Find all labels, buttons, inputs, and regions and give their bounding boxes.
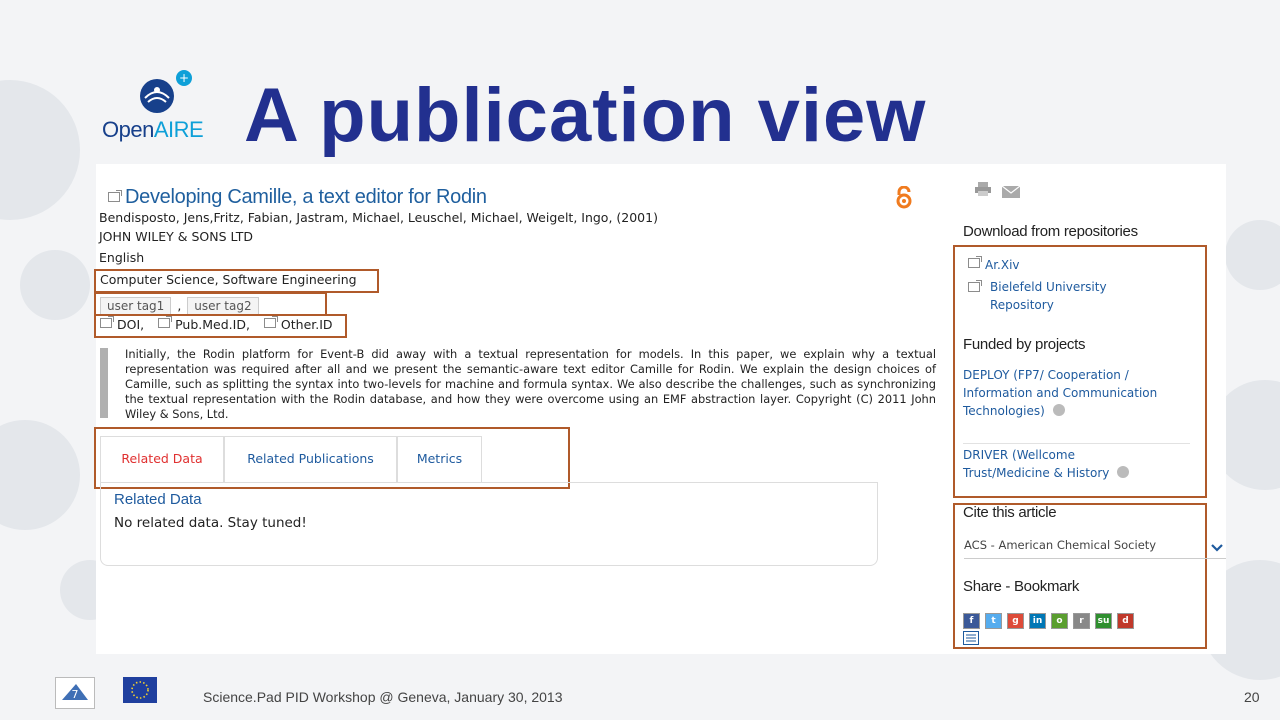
doi-link[interactable]: DOI, xyxy=(117,317,145,332)
list-icon[interactable] xyxy=(963,630,979,649)
googleplus-icon[interactable]: g xyxy=(1007,613,1024,629)
reddit-icon[interactable]: r xyxy=(1073,613,1090,629)
external-link-icon xyxy=(264,318,276,328)
email-icon[interactable] xyxy=(1002,183,1020,202)
delicious-icon[interactable]: d xyxy=(1117,613,1134,629)
tab-related-data[interactable]: Related Data xyxy=(100,436,224,483)
language: English xyxy=(99,250,145,265)
chat-icon[interactable]: o xyxy=(1051,613,1068,629)
cite-style-select[interactable] xyxy=(964,534,1226,559)
open-access-icon xyxy=(894,186,914,214)
publication-title[interactable]: Developing Camille, a text editor for Rodin xyxy=(125,186,487,208)
user-tag[interactable]: user tag2 xyxy=(187,297,258,315)
project-deploy-link[interactable]: DEPLOY (FP7/ Cooperation / Information and Communication Technologies) xyxy=(963,368,1158,418)
page-number: 20 xyxy=(1244,689,1260,705)
external-link-icon xyxy=(968,282,980,292)
external-link-icon xyxy=(158,318,170,328)
external-link-icon xyxy=(968,258,980,268)
publication-screenshot xyxy=(96,164,1226,654)
other-id-link[interactable]: Other.ID xyxy=(280,317,333,332)
publisher: JOHN WILEY & SONS LTD xyxy=(99,229,254,244)
footer-text: Science.Pad PID Workshop @ Geneva, January 30, 2013 xyxy=(203,689,563,705)
pubmed-link[interactable]: Pub.Med.ID, xyxy=(175,317,250,332)
share-heading: Share - Bookmark xyxy=(963,578,1080,595)
panel-text: No related data. Stay tuned! xyxy=(114,515,307,531)
project-driver-link[interactable]: DRIVER (Wellcome Trust/Medicine & History xyxy=(963,448,1110,480)
authors-line[interactable]: Bendisposto, Jens,Fritz, Fabian, Jastram, Michael, Leuschel, Michael, Weigelt, Ingo, (2001) xyxy=(99,210,658,225)
slide-title: A publication view xyxy=(244,73,927,158)
external-link-icon xyxy=(100,318,112,328)
openaire-logo xyxy=(100,70,215,150)
tab-metrics[interactable]: Metrics xyxy=(397,436,482,483)
print-icon[interactable] xyxy=(974,181,992,200)
panel-heading: Related Data xyxy=(114,491,202,508)
cite-style-value: ACS - American Chemical Society xyxy=(964,538,1157,552)
divider xyxy=(963,443,1190,444)
logo-text-aire: AIRE xyxy=(153,117,204,142)
svg-text:+: + xyxy=(178,71,190,85)
related-data-panel xyxy=(100,482,878,566)
facebook-icon[interactable]: f xyxy=(963,613,980,629)
svg-text:7: 7 xyxy=(71,688,79,701)
info-icon[interactable] xyxy=(1117,466,1129,478)
download-heading: Download from repositories xyxy=(963,223,1138,240)
cite-heading: Cite this article xyxy=(963,504,1057,521)
eu-flag-logo xyxy=(123,677,157,703)
info-icon[interactable] xyxy=(1053,404,1065,416)
repository-bielefeld-link[interactable]: Bielefeld University Repository xyxy=(990,280,1107,312)
twitter-icon[interactable]: t xyxy=(985,613,1002,629)
tag-separator: , xyxy=(177,298,182,313)
user-tag[interactable]: user tag1 xyxy=(100,297,171,315)
linkedin-icon[interactable]: in xyxy=(1029,613,1046,629)
subjects[interactable]: Computer Science, Software Engineering xyxy=(100,272,357,287)
abstract-quote-bar xyxy=(100,348,108,418)
funded-heading: Funded by projects xyxy=(963,336,1086,353)
external-link-icon xyxy=(108,192,120,202)
repository-arxiv-link[interactable]: Ar.Xiv xyxy=(985,258,1020,272)
chevron-down-icon[interactable] xyxy=(1210,538,1224,557)
abstract: Initially, the Rodin platform for Event-B did away with a textual representation for models. In this paper, we explain why a textual representation was required after all and we present the semantic-aware text editor Camille for Rodin. We explain the design choices of Camille, such as splitting the syntax into two-levels for machine and formula syntax. We also describe the challenges, such as synchronizing the textual representation with the Rodin database, and how they were overcome using an EMF abstraction layer. Copyright (C) 2011 John Wiley & Sons, Ltd. xyxy=(125,347,936,421)
logo-text-open: Open xyxy=(102,117,154,142)
stumbleupon-icon[interactable]: su xyxy=(1095,613,1112,629)
fp7-logo xyxy=(55,677,95,709)
tab-related-publications[interactable]: Related Publications xyxy=(224,436,397,483)
